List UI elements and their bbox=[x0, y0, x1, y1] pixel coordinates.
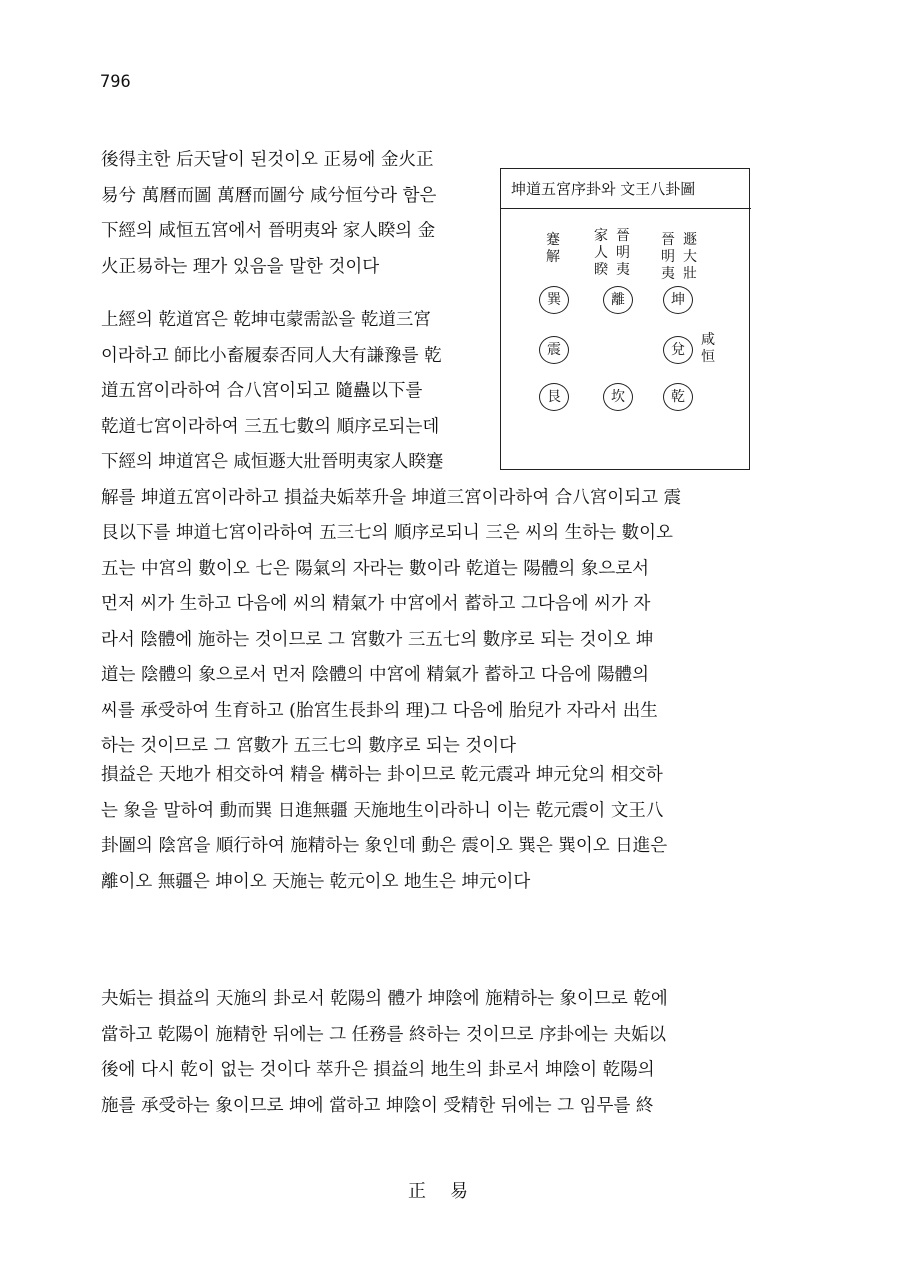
label-jin-mingyi-right bbox=[661, 232, 675, 283]
label-jian-jie bbox=[546, 232, 560, 266]
figure-title: 坤道五宮序卦와 文王八卦圖 bbox=[501, 169, 751, 209]
label-char: 晉 bbox=[616, 228, 630, 244]
label-char: 夷 bbox=[616, 262, 630, 278]
text-line: 는 象을 말하여 動而巽 日進無疆 天施地生이라하니 이는 乾元震이 文王八 bbox=[101, 800, 664, 821]
text-line: 먼저 씨가 生하고 다음에 씨의 精氣가 中宮에서 蓄하고 그다음에 씨가 자 bbox=[101, 594, 651, 614]
text-line: 下經의 咸恒五宮에서 晉明夷와 家人睽의 金 bbox=[101, 221, 436, 241]
text-line: 道五宮이라하여 合八宮이되고 隨蠱以下를 bbox=[101, 381, 423, 401]
text-line: 하는 것이므로 그 宮數가 五三七의 數序로 되는 것이다 bbox=[101, 736, 517, 756]
gua-zhen: 震 bbox=[539, 336, 569, 364]
text-line: 易兮 萬曆而圖 萬曆而圖兮 咸兮恒兮라 함은 bbox=[101, 185, 437, 206]
text-line: 後에 다시 乾이 없는 것이다 萃升은 損益의 地生의 卦로서 坤陰이 乾陽의 bbox=[101, 1060, 655, 1080]
text-line: 離이오 無疆은 坤이오 天施는 乾元이오 地生은 坤元이다 bbox=[101, 871, 531, 892]
label-char: 明 bbox=[661, 249, 675, 265]
label-char: 晉 bbox=[661, 232, 675, 248]
label-char: 恒 bbox=[701, 349, 715, 365]
label-char: 家 bbox=[594, 228, 608, 244]
text-line: 道는 陰體의 象으로서 먼저 陰體의 中宮에 精氣가 蓄하고 다음에 陽體의 bbox=[101, 665, 650, 685]
gua-gen: 艮 bbox=[539, 383, 569, 411]
label-jin-mingyi bbox=[616, 228, 630, 279]
gua-dui: 兌 bbox=[663, 336, 693, 364]
paragraph-4 bbox=[101, 982, 668, 1124]
text-line: 火正易하는 理가 있음을 말한 것이다 bbox=[101, 256, 380, 277]
paragraph-3 bbox=[101, 758, 667, 900]
bagua-figure bbox=[500, 168, 750, 470]
paragraph-1 bbox=[101, 143, 491, 285]
gua-xun: 巽 bbox=[539, 286, 569, 314]
text-line: 當하고 乾陽이 施精한 뒤에는 그 任務를 終하는 것이므로 序卦에는 夬姤以 bbox=[101, 1024, 666, 1045]
label-jiaren-kui bbox=[594, 228, 608, 279]
label-dun-dazhuang bbox=[683, 232, 697, 283]
footer-title: 正易 bbox=[408, 1181, 492, 1202]
gua-qian: 乾 bbox=[663, 383, 693, 411]
text-line: 씨를 承受하여 生育하고 (胎宮生長卦의 理)그 다음에 胎兒가 자라서 出生 bbox=[101, 700, 658, 721]
label-char: 夷 bbox=[661, 266, 675, 282]
gua-kun: 坤 bbox=[663, 286, 693, 314]
text-line: 五는 中宮의 數이오 七은 陽氣의 자라는 數이라 乾道는 陽體의 象으로서 bbox=[101, 558, 650, 579]
label-char: 解 bbox=[546, 249, 560, 265]
label-char: 壯 bbox=[683, 266, 697, 282]
gua-li: 離 bbox=[603, 286, 633, 314]
gua-kan: 坎 bbox=[603, 383, 633, 411]
text-line: 下經의 坤道宮은 咸恒遯大壯晉明夷家人睽蹇 bbox=[101, 452, 444, 472]
text-line: 後得主한 后天달이 된것이오 正易에 金火正 bbox=[101, 150, 434, 170]
label-char: 遯 bbox=[683, 232, 697, 248]
page-number: 796 bbox=[100, 72, 131, 92]
text-line: 艮以下를 坤道七宮이라하여 五三七의 順序로되니 三은 씨의 生하는 數이오 bbox=[101, 523, 673, 543]
text-line: 上經의 乾道宮은 乾坤屯蒙需訟을 乾道三宮 bbox=[101, 310, 431, 330]
text-line: 라서 陰體에 施하는 것이므로 그 宮數가 三五七의 數序로 되는 것이오 坤 bbox=[101, 629, 654, 650]
text-line: 施를 承受하는 象이므로 坤에 當하고 坤陰이 受精한 뒤에는 그 임무를 終 bbox=[101, 1095, 654, 1116]
text-line: 解를 坤道五宮이라하고 損益夬姤萃升을 坤道三宮이라하여 合八宮이되고 震 bbox=[101, 487, 682, 508]
text-line: 損益은 天地가 相交하여 精을 構하는 卦이므로 乾元震과 坤元兌의 相交하 bbox=[101, 765, 663, 785]
text-line: 이라하고 師比小畜履泰否同人大有謙豫를 乾 bbox=[101, 345, 442, 366]
text-line: 乾道七宮이라하여 三五七數의 順序로되는데 bbox=[101, 416, 440, 437]
label-char: 人 bbox=[594, 245, 608, 261]
label-char: 睽 bbox=[594, 262, 608, 278]
label-char: 大 bbox=[683, 249, 697, 265]
label-char: 咸 bbox=[701, 332, 715, 348]
text-line: 夬姤는 損益의 天施의 卦로서 乾陽의 體가 坤陰에 施精하는 象이므로 乾에 bbox=[101, 989, 668, 1009]
label-xian-heng bbox=[701, 332, 715, 366]
text-line: 卦圖의 陰宮을 順行하여 施精하는 象인데 動은 震이오 巽은 巽이오 日進은 bbox=[101, 836, 668, 856]
label-char: 明 bbox=[616, 245, 630, 261]
label-char: 蹇 bbox=[546, 232, 560, 248]
